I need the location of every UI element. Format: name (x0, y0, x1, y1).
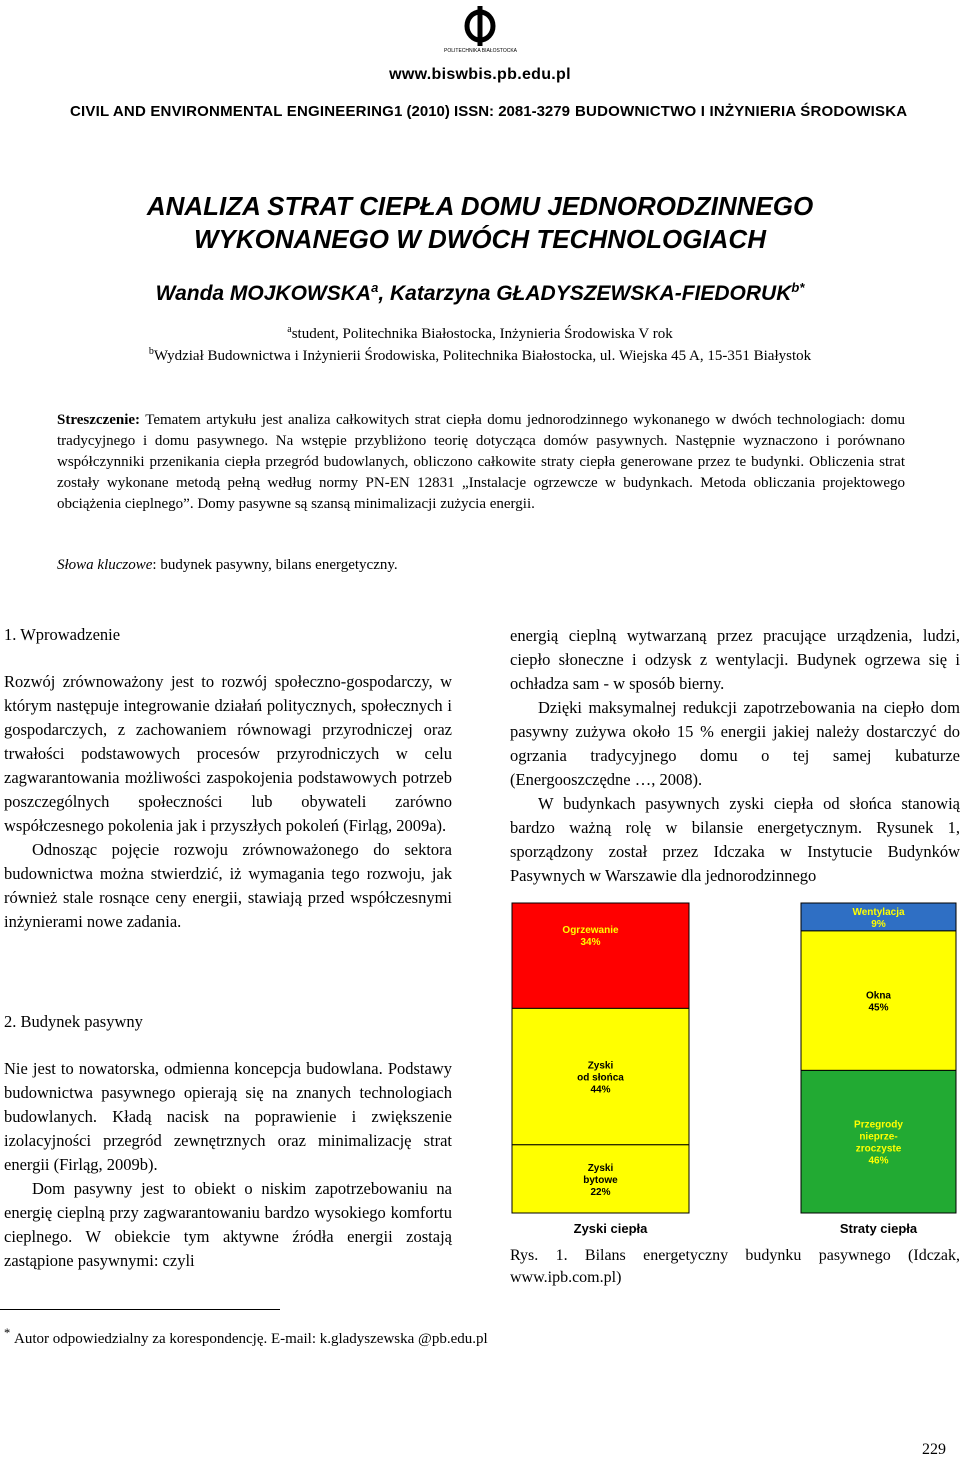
author-1-sup: a (371, 280, 379, 295)
figure-caption: Rys. 1. Bilans energetyczny budynku pasywnego (Idczak, www.ipb.com.pl) (510, 1247, 960, 1286)
paragraph: Nie jest to nowatorska, odmienna koncepcja budowlana. Podstawy budownictwa pasywnego opierają się na znanych technologiach budowlanych. Kładą nacisk na poprawienie i zwiększenie izolacyjności przegród zewnętrznych oraz minimalizację strat energii (Firląg, 2009b). (4, 1059, 452, 1174)
paper-title (0, 190, 960, 256)
segment-label: 46% (868, 1155, 889, 1167)
aff-b-text: Wydział Budownictwa i Inżynierii Środowiska, Politechnika Białostocka, ul. Wiejska 45 A, 15-351 Białystok (153, 348, 812, 364)
author-2-sup: b* (791, 280, 805, 295)
aff-a-text: student, Politechnika Białostocka, Inżynieria Środowiska V rok (291, 326, 673, 342)
footnote-text: Autor odpowiedzialny za korespondencję. E-mail: k.gladyszewska @pb.edu.pl (14, 1331, 488, 1347)
segment-label: nieprze- (859, 1131, 898, 1143)
title-line-2: WYKONANEGO W DWÓCH TECHNOLOGIACH (194, 224, 766, 254)
segment-label: Zyski (587, 1162, 614, 1174)
logo-text: POLITECHNIKA BIAŁOSTOCKA (444, 48, 517, 54)
university-logo (440, 0, 520, 62)
segment-label: 9% (871, 918, 886, 930)
segment-label: Zyski (587, 1060, 614, 1072)
abstract-label: Streszczenie: (57, 412, 141, 428)
segment-label: 22% (590, 1186, 611, 1198)
site-url[interactable]: www.biswbis.pb.edu.pl (389, 66, 571, 83)
abstract (57, 410, 905, 515)
journal-name-en: CIVIL AND ENVIRONMENTAL ENGINEERING (70, 103, 394, 120)
author-1: Wanda MOJKOWSKA (155, 282, 372, 305)
section-2-heading: 2. Budynek pasywny (4, 1012, 143, 1031)
segment-label: 45% (868, 1002, 889, 1014)
journal-issue: 1 (2010) ISSN: 2081-3279 (394, 103, 570, 120)
paragraph: Dzięki maksymalnej redukcji zapotrzebowania na ciepło dom pasywny zużywa około 15 % energii jakiej należy dostarczyć do ogrzania tradycyjnego domu o tej samej kubaturze (Energooszczędne …, 2008). (510, 698, 960, 789)
footnote (4, 1326, 488, 1348)
author-2: Katarzyna GŁADYSZEWSKA-FIEDORUK (390, 282, 792, 305)
paragraph: Odnosząc pojęcie rozwoju zrównoważonego do sektora budownictwa można stwierdzić, iż wymagania tego rozwoju, jak również stale rosnące ceny energii, stawiają przed współczesnymi inżynierami nowe zadania. (4, 840, 452, 931)
segment-label: 34% (580, 937, 601, 948)
keywords-text: : budynek pasywny, bilans energetyczny. (152, 557, 398, 573)
segment-label: Wentylacja (852, 906, 905, 918)
abstract-text: Tematem artykułu jest analiza całkowitych strat ciepła domu jednorodzinnego wykonanego w dwóch technologiach: domu tradycyjnego i domu pasywnego. Na wstępie przybliżono teorię dotycząca domów pasywnych. Następnie wyznaczono i porównano współczynniki przenikania ciepła przegród budowlanych, obliczono całkowite straty ciepła generowane przez te budynki. Obliczenia strat zostały wykonane metodą pełną według normy PN-EN 12831 „Instalacje ogrzewcze w budynkach. Metoda obliczania projektowego obciążenia cieplnego”. Domy pasywne są szansą minimalizacji zużycia energii. (57, 412, 905, 512)
segment-label: Okna (865, 990, 892, 1002)
bar-segment-ogrzewanie (512, 903, 689, 1008)
page-number: 229 (922, 1441, 946, 1458)
journal-name-pl: BUDOWNICTWO I INŻYNIERIA ŚRODOWISKA (575, 103, 908, 120)
section-1-body (4, 670, 452, 934)
energy-balance-chart (510, 898, 958, 1243)
right-column-body (510, 624, 960, 888)
section-2-body (4, 1057, 452, 1273)
footnote-rule (0, 1309, 280, 1310)
aff-b-sup: b (148, 346, 154, 357)
segment-label: od słońca (577, 1072, 624, 1084)
category-label: Zyski ciepła (573, 1221, 648, 1236)
affiliation-b (0, 346, 960, 365)
keywords-label: Słowa kluczowe (57, 557, 153, 573)
category-label: Straty ciepła (839, 1221, 918, 1236)
segment-label: zroczyste (855, 1143, 902, 1155)
segment-label: Przegrody (854, 1119, 903, 1131)
paragraph: W budynkach pasywnych zyski ciepła od słońca stanowią bardzo ważną rolę w bilansie energetycznym. Rysunek 1, sporządzony został przez Idczaka w Instytucie Budynków Pasywnych w Warszawie dla jednorodzinnego (510, 794, 960, 885)
footnote-mark: * (4, 1326, 11, 1340)
paragraph: Rozwój zrównoważony jest to rozwój społeczno-gospodarczy, w którym następuje integrowanie działań politycznych, społecznych i gospodarczych, z zachowaniem równowagi przyrodniczej oraz trwałości podstawowych procesów przyrodniczych w celu zagwarantowania możliwości zaspokojenia podstawowych potrzeb poszczególnych społeczności lub obywateli zarówno współczesnego pokolenia jak i przyszłych pokoleń (Firląg, 2009a). (4, 672, 452, 835)
authors (0, 280, 960, 306)
section-1-heading: 1. Wprowadzenie (4, 625, 121, 644)
paragraph: Dom pasywny jest to obiekt o niskim zapotrzebowaniu na energię cieplną przy zagwarantowaniu bardzo wysokiego komfortu cieplnego. W obiekcie tym aktywne źródła energii zostają zastąpione pasywnymi: czyli (4, 1179, 452, 1270)
author-sep: , (378, 282, 390, 305)
segment-label: 44% (590, 1084, 611, 1096)
affiliation-a (0, 324, 960, 343)
segment-label: Ogrzewanie (562, 925, 619, 936)
title-line-1: ANALIZA STRAT CIEPŁA DOMU JEDNORODZINNEGO (146, 191, 814, 221)
segment-label: bytowe (583, 1174, 618, 1186)
aff-a-sup: a (287, 324, 292, 335)
paragraph: energią cieplną wytwarzaną przez pracujące urządzenia, ludzi, ciepło słoneczne i odzysk z wentylacji. Budynek ogrzewa się i ochładza sam - w sposób bierny. (510, 626, 960, 693)
keywords (57, 557, 398, 574)
